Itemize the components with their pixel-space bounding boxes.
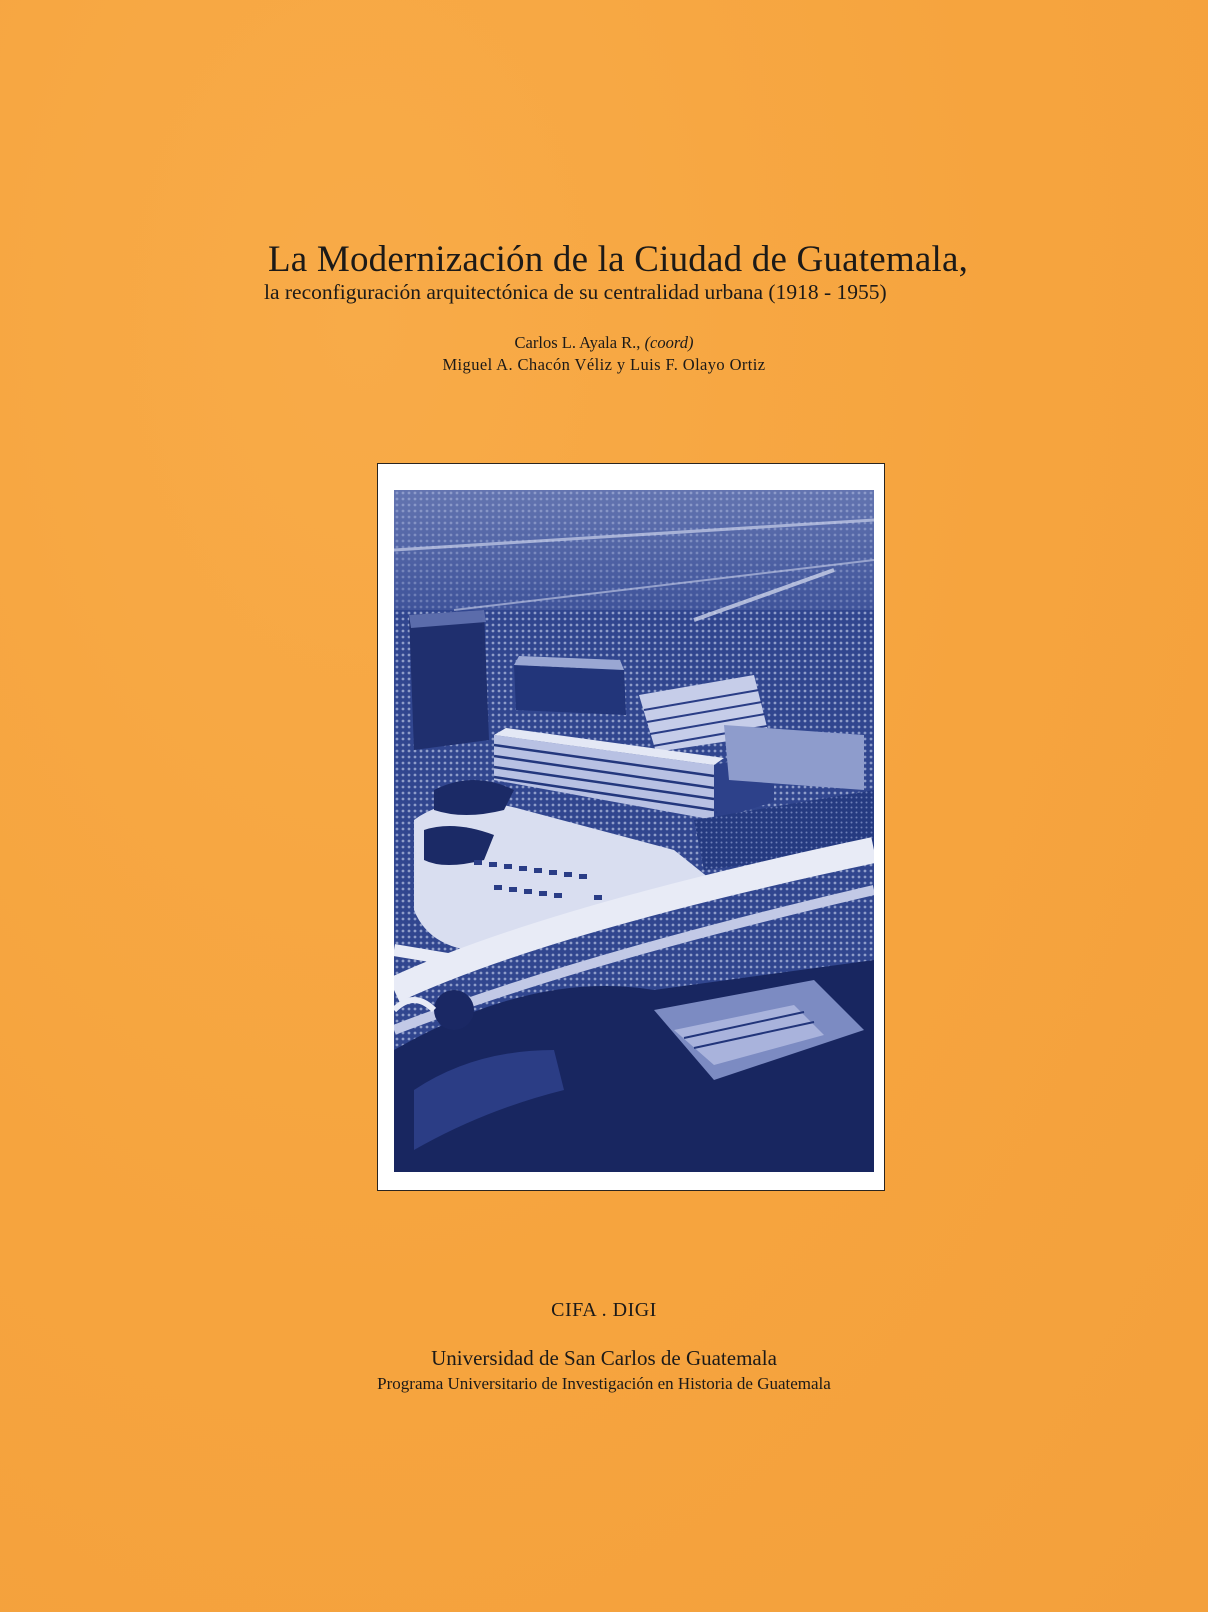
university-name: Universidad de San Carlos de Guatemala xyxy=(431,1346,777,1370)
cover-title: La Modernización de la Ciudad de Guatemala, xyxy=(268,239,969,280)
program-name: Programa Universitario de Investigación en Historia de Guatemala xyxy=(377,1374,831,1393)
aerial-city-illustration xyxy=(394,490,874,1172)
author-line-2: Miguel A. Chacón Véliz y Luis F. Olayo Ortiz xyxy=(442,355,766,374)
cover-photo-frame xyxy=(377,463,885,1191)
coordinator-role: (coord) xyxy=(644,333,694,352)
author-line-1 xyxy=(0,333,1208,353)
coordinator-name: Carlos L. Ayala R., xyxy=(514,333,645,352)
aerial-city-photo xyxy=(394,490,874,1172)
publisher-name: CIFA . DIGI xyxy=(551,1299,657,1321)
cover-subtitle: la reconfiguración arquitectónica de su centralidad urbana (1918 - 1955) xyxy=(264,280,887,304)
